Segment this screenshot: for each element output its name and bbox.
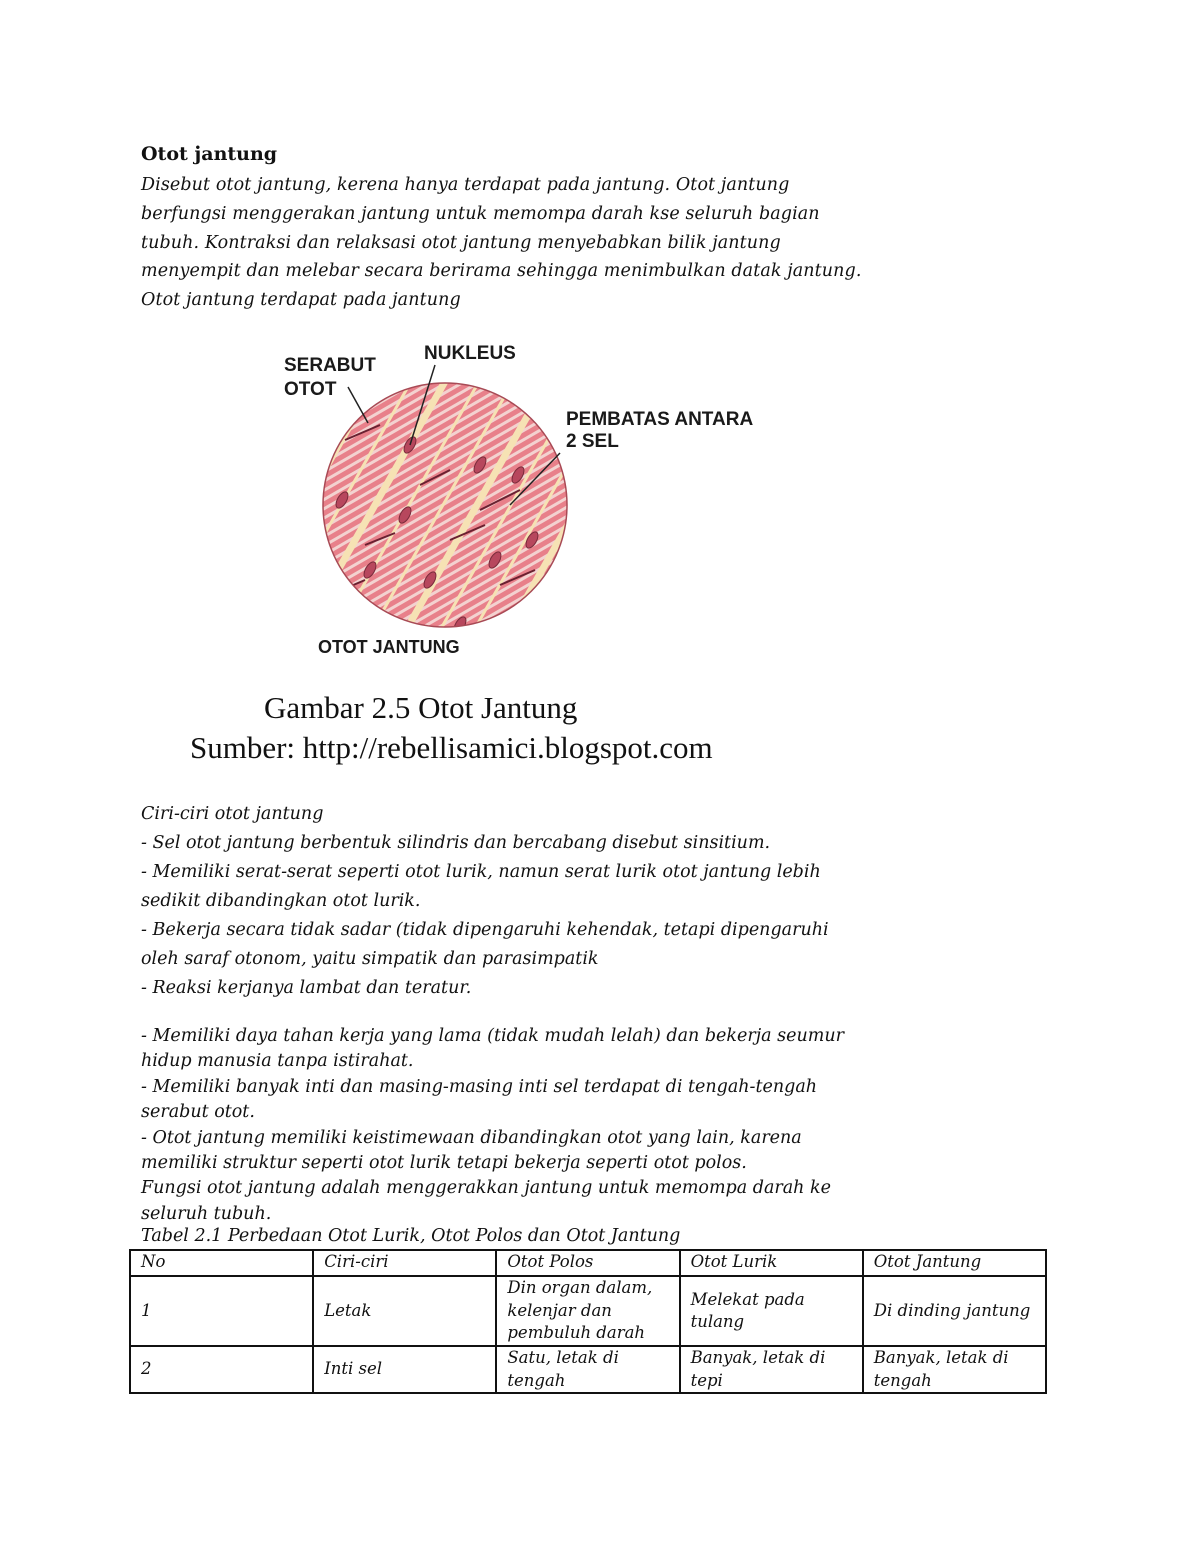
table-cell: Din organ dalam, kelenjar dan pembuluh darah <box>496 1276 679 1346</box>
list-item: oleh saraf otonom, yaitu simpatik dan parasimpatik <box>141 949 599 969</box>
cardiac-muscle-figure <box>270 335 800 665</box>
list-item: Ciri-ciri otot jantung <box>141 804 324 824</box>
characteristics-list <box>141 800 901 1003</box>
table-cell: Melekat pada tulang <box>680 1276 863 1346</box>
fiber-boundary <box>630 355 800 655</box>
table-row <box>130 1346 1046 1393</box>
list-item: seluruh tubuh. <box>141 1203 272 1224</box>
header-cell: Otot Polos <box>496 1250 679 1276</box>
list-item: - Memiliki banyak inti dan masing-masing inti sel terdapat di tengah-tengah <box>141 1076 818 1097</box>
header-cell: Ciri-ciri <box>313 1250 496 1276</box>
paragraph-line: menyempit dan melebar secara berirama sehingga menimbulkan datak jantung. <box>141 261 862 282</box>
list-item: hidup manusia tanpa istirahat. <box>141 1051 414 1072</box>
table-cell: Di dinding jantung <box>863 1276 1046 1346</box>
paragraph-line: berfungsi menggerakan jantung untuk memompa darah kse seluruh bagian <box>141 203 820 224</box>
table-cell: Satu, letak di tengah <box>496 1346 679 1393</box>
list-item: Fungsi otot jantung adalah menggerakkan jantung untuk memompa darah ke <box>141 1178 831 1199</box>
list-item: - Otot jantung memiliki keistimewaan dibandingkan otot yang lain, karena <box>141 1127 802 1148</box>
figure-source: Sumber: http://rebellisamici.blogspot.com <box>190 730 713 765</box>
fiber-pointer <box>348 387 368 423</box>
header-cell: Otot Lurik <box>680 1250 863 1276</box>
fiber-boundary <box>562 355 732 655</box>
table-cell: 2 <box>130 1346 313 1393</box>
paragraph-line: Otot jantung terdapat pada jantung <box>141 290 461 311</box>
characteristics-list-continued <box>141 1024 901 1227</box>
fiber-boundary <box>270 355 290 655</box>
list-item: memiliki struktur seperti otot lurik tetapi bekerja seperti otot polos. <box>141 1153 747 1174</box>
table-cell: Banyak, letak di tengah <box>863 1346 1046 1393</box>
list-item: - Memiliki daya tahan kerja yang lama (tidak mudah lelah) dan bekerja seumur <box>141 1026 844 1046</box>
tissue-section <box>270 355 800 655</box>
list-item: serabut otot. <box>141 1102 255 1123</box>
fiber-boundary <box>596 355 766 655</box>
paragraph-line: tubuh. Kontraksi dan relaksasi otot jantung menyebabkan bilik jantung <box>141 232 781 253</box>
paragraph-line: Disebut otot jantung, kerena hanya terdapat pada jantung. Otot jantung <box>141 175 790 195</box>
fiber-boundary <box>270 355 324 655</box>
list-item: - Memiliki serat-serat seperti otot lurik, namun serat lurik otot jantung lebih <box>141 862 821 882</box>
label-2-sel: 2 SEL <box>566 431 619 452</box>
table-header-row <box>130 1250 1046 1276</box>
table-cell: Banyak, letak di tepi <box>680 1346 863 1393</box>
table-cell: 1 <box>130 1276 313 1346</box>
comparison-table <box>129 1249 1047 1394</box>
figure-caption: Gambar 2.5 Otot Jantung <box>264 690 578 725</box>
list-item: - Sel otot jantung berbentuk silindris dan bercabang disebut sinsitium. <box>141 833 771 853</box>
table-caption: Tabel 2.1 Perbedaan Otot Lurik, Otot Polos dan Otot Jantung <box>141 1226 681 1246</box>
table-cell: Inti sel <box>313 1346 496 1393</box>
label-pembatas: PEMBATAS ANTARA <box>566 409 754 430</box>
list-item: sedikit dibandingkan otot lurik. <box>141 891 421 911</box>
section-title: Otot jantung <box>141 143 278 165</box>
header-cell: No <box>130 1250 313 1276</box>
label-otot-jantung: OTOT JANTUNG <box>318 637 460 657</box>
list-item: - Bekerja secara tidak sadar (tidak dipengaruhi kehendak, tetapi dipengaruhi <box>141 920 829 940</box>
list-item: - Reaksi kerjanya lambat dan teratur. <box>141 978 472 998</box>
table-row <box>130 1276 1046 1346</box>
header-cell: Otot Jantung <box>863 1250 1046 1276</box>
label-nukleus: NUKLEUS <box>424 343 516 364</box>
label-serabut: SERABUT <box>284 355 376 376</box>
table-cell: Letak <box>313 1276 496 1346</box>
intro-paragraph <box>141 171 901 315</box>
label-otot: OTOT <box>284 379 337 400</box>
